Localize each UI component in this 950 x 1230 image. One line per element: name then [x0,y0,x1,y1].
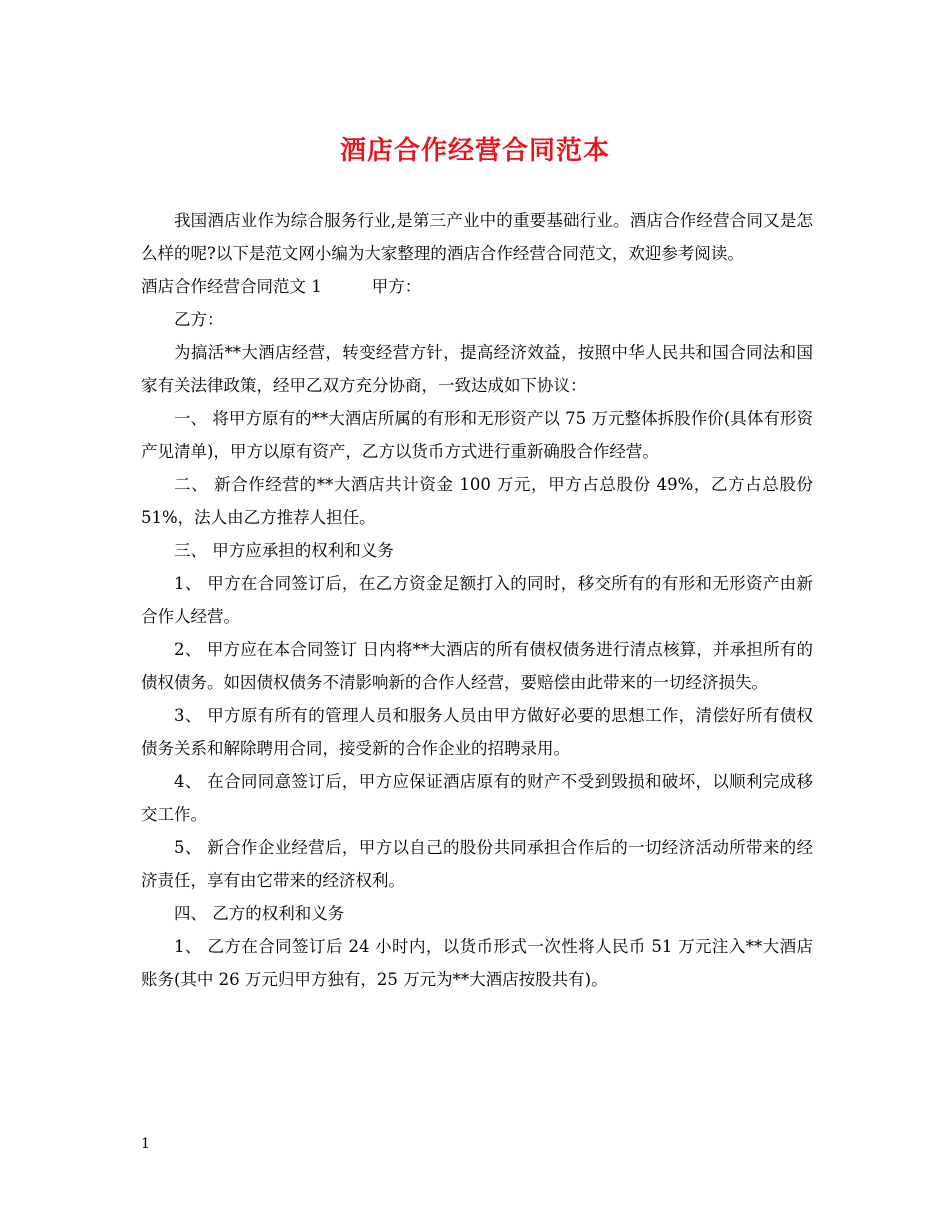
clause-3-heading: 三、 甲方应承担的权利和义务 [174,541,394,560]
party-a-label: 甲方： [371,277,422,296]
sample-heading: 酒店合作经营合同范文 1 [141,277,322,296]
clause-3-item-4: 4、 在合同同意签订后，甲方应保证酒店原有的财产不受到毁损和破坏，以顺利完成移交工作。 [141,772,813,824]
party-b-label: 乙方： [174,310,224,329]
clause-4-heading: 四、 乙方的权利和义务 [174,904,345,923]
intro-paragraph: 我国酒店业作为综合服务行业,是第三产业中的重要基础行业。酒店合作经营合同又是怎么样的呢?以下是范文网小编为大家整理的酒店合作经营合同范文，欢迎参考阅读。 [141,211,813,263]
document-body [141,204,813,996]
clause-3-item-2: 2、 甲方应在本合同签订 日内将**大酒店的所有债权债务进行清点核算，并承担所有的债权债务。如因债权债务不清影响新的合作人经营，要赔偿由此带来的一切经济损失。 [141,640,813,692]
clause-1: 一、 将甲方原有的**大酒店所属的有形和无形资产以 75 万元整体拆股作价(具体有形资产见清单)，甲方以原有资产，乙方以货币方式进行重新确股合作经营。 [141,409,813,461]
clause-3-item-1: 1、 甲方在合同签订后，在乙方资金足额打入的同时，移交所有的有形和无形资产由新合作人经营。 [141,574,813,626]
clause-3-item-3: 3、 甲方原有所有的管理人员和服务人员由甲方做好必要的思想工作，清偿好所有债权债务关系和解除聘用合同，接受新的合作企业的招聘录用。 [141,706,813,758]
sample-heading-line [141,270,813,303]
document-title: 酒店合作经营合同范本 [339,136,610,166]
clause-3-item-5: 5、 新合作企业经营后，甲方以自己的股份共同承担合作后的一切经济活动所带来的经济责任，享有由它带来的经济权利。 [141,838,813,890]
page-number: 1 [141,1136,150,1152]
clause-2: 二、 新合作经营的**大酒店共计资金 100 万元，甲方占总股份 49%，乙方占总股份 51%，法人由乙方推荐人担任。 [141,475,813,527]
preamble-paragraph: 为搞活**大酒店经营，转变经营方针，提高经济效益，按照中华人民共和国合同法和国家有关法律政策，经甲乙双方充分协商，一致达成如下协议： [141,343,813,395]
clause-4-item-1: 1、 乙方在合同签订后 24 小时内，以货币形式一次性将人民币 51 万元注入**大酒店账务(其中 26 万元归甲方独有，25 万元为**大酒店按股共有)。 [141,937,813,989]
